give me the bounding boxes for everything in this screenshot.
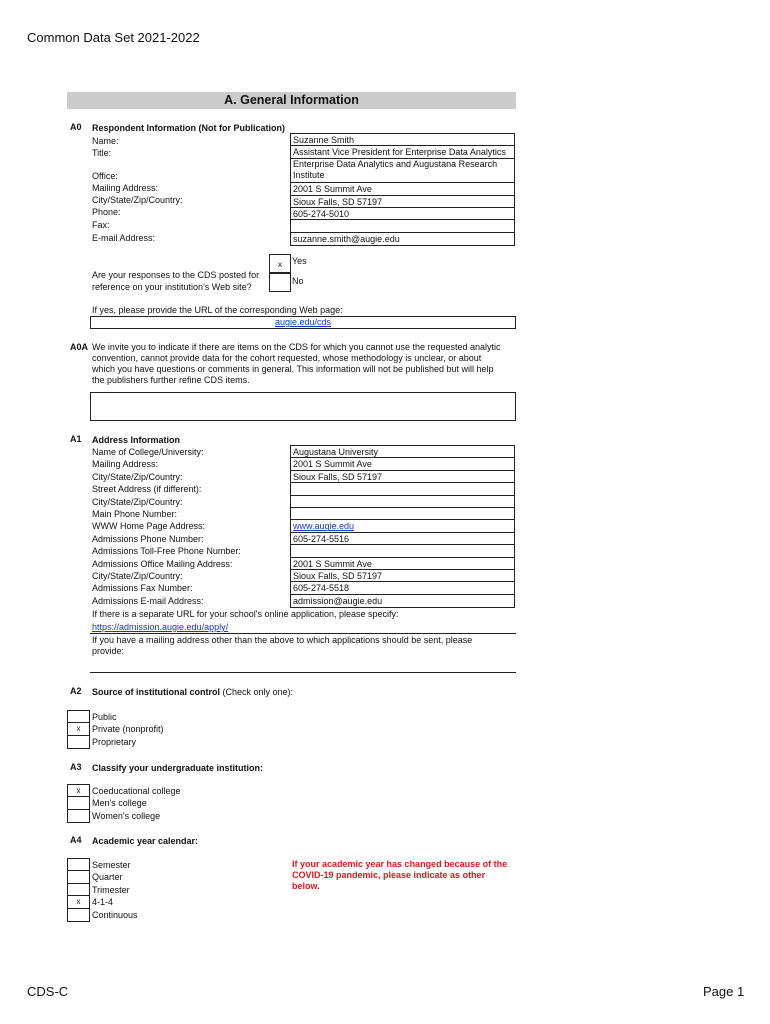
posted-no-checkbox[interactable] [269,273,291,292]
a1-label: Mailing Address: [92,459,159,470]
covid-note-line: If your academic year has changed because of the [292,859,508,869]
label-city-state: City/State/Zip/Country: [92,195,183,205]
a2-checkbox[interactable]: x [68,723,89,735]
cds-url-prompt: If yes, please provide the URL of the corresponding Web page: [92,305,343,315]
other-mail-prompt-line2: provide: [92,646,125,656]
label-phone: Phone: [92,207,121,217]
a1-value-field[interactable] [291,508,514,520]
a2-code: A2 [70,686,82,696]
a1-label: City/State/Zip/Country: [92,496,183,507]
other-mail-prompt-line1: If you have a mailing address other than the above to which applications should be sent, please [92,635,473,645]
a2-options [92,711,164,748]
a0a-text-line3: which you have questions or comments in general. This information will not be published but will help [92,364,494,374]
online-app-field[interactable] [90,621,516,634]
a4-checkbox[interactable] [68,859,89,871]
footer-left: CDS-C [27,984,69,999]
a2-option-label: Public [92,712,117,722]
footer-page-number: Page 1 [703,984,745,999]
a4-options [92,859,138,921]
address-info-box [290,445,515,608]
a4-option-label: Quarter [92,872,123,883]
respondent-fax-field[interactable] [291,220,514,232]
a3-checkbox[interactable] [68,797,89,809]
label-fax: Fax: [92,220,110,230]
a1-label: City/State/Zip/Country: [92,471,183,482]
a0a-text-line4: the publishers further refine CDS items. [92,375,250,385]
a4-checkbox[interactable] [68,884,89,896]
a4-checkbox-column [67,858,90,922]
a1-value-field[interactable] [291,545,514,557]
a1-value-field[interactable]: 605-274-5516 [291,533,514,545]
homepage-link[interactable]: www.augie.edu [293,521,355,532]
label-title: Title: [92,148,112,158]
a4-option-label: 4-1-4 [92,897,114,908]
other-mail-field[interactable] [90,660,516,673]
a1-value-field[interactable]: Sioux Falls, SD 57197 [291,471,514,483]
respondent-phone-field[interactable]: 605-274-5010 [291,208,514,220]
a1-label: Admissions Office Mailing Address: [92,558,233,569]
a1-value-field[interactable]: 605-274-5518 [291,582,514,594]
a2-checkbox[interactable] [68,711,89,723]
a1-value-field[interactable]: 2001 S Summit Ave [291,458,514,470]
a0a-code: A0A [70,342,89,352]
covid-note-line: COVID-19 pandemic, please indicate as other [292,870,486,880]
a3-option-label: Women's college [92,810,161,821]
a2-option-label: Proprietary [92,736,137,747]
a1-code: A1 [70,434,82,444]
a0-heading: Respondent Information (Not for Publication) [92,123,285,133]
respondent-mailing-field[interactable]: 2001 S Summit Ave [291,183,514,195]
a3-option-label: Men's college [92,798,147,809]
a1-label: Admissions Fax Number: [92,583,193,594]
online-app-prompt: If there is a separate URL for your school's online application, please specify: [92,609,399,619]
a1-label: Street Address (if different): [92,484,202,495]
a1-heading: Address Information [92,435,181,445]
a4-option-label: Trimester [92,884,130,895]
a1-label: Name of College/University: [92,447,204,457]
respondent-email-field[interactable]: suzanne.smith@augie.edu [293,233,400,244]
a1-value-field[interactable] [291,483,514,495]
a4-option-label: Semester [92,860,131,870]
cds-url-link[interactable]: augie.edu/cds [274,317,332,327]
covid-note-line: below. [292,881,320,891]
a1-label: Admissions Toll-Free Phone Number: [92,546,241,557]
a2-checkbox[interactable] [68,736,89,748]
respondent-info-box [290,133,515,246]
posted-yes-checkbox[interactable]: x [269,254,291,273]
posted-no-label: No [292,276,304,286]
a4-checkbox[interactable] [68,909,89,921]
respondent-name-field[interactable]: Suzanne Smith [291,134,514,146]
a3-checkbox[interactable]: x [68,785,89,797]
label-office: Office: [92,171,118,181]
posted-question-line2: reference on your institution's Web site? [92,282,252,292]
a0a-comment-box[interactable] [90,392,516,421]
a4-heading: Academic year calendar: [92,836,199,846]
a0-code: A0 [70,122,82,132]
a2-option-label: Private (nonprofit) [92,724,164,735]
section-header-bar [67,92,516,109]
respondent-title-field[interactable]: Assistant Vice President for Enterprise Data Analytics [291,146,514,158]
respondent-city-field[interactable]: Sioux Falls, SD 57197 [291,196,514,208]
a2-heading-row [92,686,293,698]
a1-value-field[interactable]: Sioux Falls, SD 57197 [291,570,514,582]
respondent-office-field[interactable]: Enterprise Data Analytics and Augustana Research Institute [291,159,514,184]
a1-value-field[interactable] [291,496,514,508]
label-email: E-mail Address: [92,233,156,243]
a4-checkbox[interactable]: x [68,896,89,908]
posted-question-line1: Are your responses to the CDS posted for [92,270,260,280]
a0a-text-line1: We invite you to indicate if there are items on the CDS for which you cannot use the requested analytic [92,342,501,352]
a1-label: WWW Home Page Address: [92,521,206,532]
a3-options [92,785,181,822]
a3-checkbox[interactable] [68,810,89,822]
a4-code: A4 [70,835,82,845]
label-mailing-address: Mailing Address: [92,183,159,193]
document-title: Common Data Set 2021-2022 [27,30,200,45]
a3-heading: Classify your undergraduate institution: [92,763,264,773]
section-title: A. General Information [224,93,359,107]
a2-checkbox-column [67,710,90,749]
a1-label: Admissions E-mail Address: [92,595,204,606]
a4-checkbox[interactable] [68,871,89,883]
online-app-link[interactable]: https://admission.augie.edu/apply/ [92,622,229,632]
a1-labels [92,446,241,607]
a1-label: Main Phone Number: [92,509,178,520]
covid-note [292,859,507,892]
a0a-text-line2: convention, cannot provide data for the cohort requested, whose methodology is unclear, or about [92,353,482,363]
a3-option-label: Coeducational college [92,786,181,796]
a1-value-field[interactable]: Augustana University [291,446,514,458]
a2-heading: Source of institutional control [92,687,220,697]
cds-url-field[interactable] [90,316,516,329]
a1-label: City/State/Zip/Country: [92,571,183,582]
a2-hint: (Check only one): [220,687,294,697]
a4-option-label: Continuous [92,909,138,920]
a1-label: Admissions Phone Number: [92,533,204,544]
label-name: Name: [92,136,119,146]
a1-homepage-field[interactable] [291,520,514,532]
posted-yes-label: Yes [292,256,307,266]
a1-value-field[interactable]: admission@augie.edu [293,595,383,606]
a1-value-field[interactable]: 2001 S Summit Ave [291,558,514,570]
a3-code: A3 [70,762,82,772]
a3-checkbox-column [67,784,90,823]
